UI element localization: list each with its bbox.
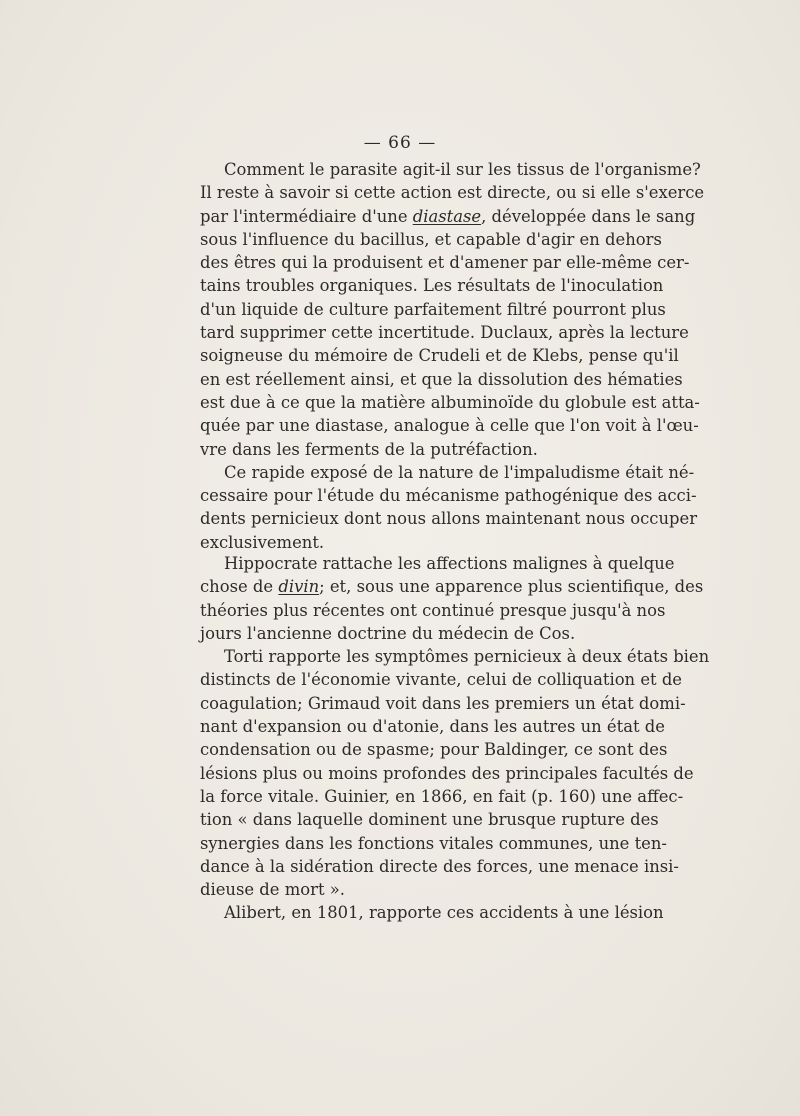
text-line: cessaire pour l'étude du mécanisme pathogénique des acci- (200, 486, 697, 506)
text-line: soigneuse du mémoire de Crudeli et de Klebs, pense qu'il (200, 346, 679, 366)
italic-term: diastase (412, 206, 482, 226)
text-line: vre dans les ferments de la putréfaction. (200, 439, 538, 459)
text-line: des êtres qui la produisent et d'amener par elle-même cer- (200, 253, 690, 273)
text-line: lésions plus ou moins profondes des principales facultés de (200, 763, 694, 783)
text-line: la force vitale. Guinier, en 1866, en fait (p. 160) une affec- (200, 786, 684, 806)
text-line: dents pernicieux dont nous allons maintenant nous occuper (200, 509, 698, 529)
italic-term: divin (278, 577, 320, 597)
text-line: en est réellement ainsi, et que la dissolution des hématies (200, 369, 683, 389)
text-line: distincts de l'économie vivante, celui de colliquation et de (200, 670, 683, 690)
text-line: coagulation; Grimaud voit dans les premiers un état domi- (200, 693, 686, 713)
text-line: exclusivement. (200, 532, 325, 552)
text-line: condensation ou de spasme; pour Baldinger, ce sont des (200, 740, 668, 760)
text-line: Alibert, en 1801, rapporte ces accidents à une lésion (224, 903, 664, 923)
text-line: est due à ce que la matière albuminoïde du globule est atta- (200, 392, 700, 412)
text-line: Comment le parasite agit-il sur les tissus de l'organisme? (224, 160, 701, 179)
text-line: nant d'expansion ou d'atonie, dans les autres un état de (200, 717, 665, 737)
text-line: tion « dans laquelle dominent une brusque rupture des (200, 810, 659, 830)
text-line: synergies dans les fonctions vitales communes, une ten- (200, 833, 667, 853)
text-block-lower (200, 552, 710, 925)
text-line: Il reste à savoir si cette action est directe, ou si elle s'exerce (200, 183, 705, 203)
text-line: d'un liquide de culture parfaitement filtré pourront plus (200, 299, 666, 319)
text-line: dance à la sidération directe des forces, une menace insi- (200, 856, 679, 876)
text-line: Torti rapporte les symptômes pernicieux à deux états bien (224, 647, 710, 667)
text-line: tains troubles organiques. Les résultats de l'inoculation (200, 276, 664, 296)
text-line: sous l'influence du bacillus, et capable d'agir en dehors (200, 229, 662, 249)
page-number: — 66 — (363, 133, 437, 153)
text-line: tard supprimer cette incertitude. Duclaux, après la lecture (200, 323, 689, 343)
text-line: chose de divin; et, sous une apparence plus scientifique, des (200, 577, 704, 597)
text-block-upper (200, 158, 705, 554)
text-line: Hippocrate rattache les affections malignes à quelque (224, 554, 675, 573)
text-line: théories plus récentes ont continué presque jusqu'à nos (200, 600, 666, 620)
text-line: jours l'ancienne doctrine du médecin de Cos. (200, 623, 576, 643)
text-line: par l'intermédiaire d'une diastase, développée dans le sang (200, 206, 696, 226)
text-line: quée par une diastase, analogue à celle que l'on voit à l'œu- (200, 416, 699, 436)
text-line: Ce rapide exposé de la nature de l'impaludisme était né- (224, 462, 695, 482)
text-line: dieuse de mort ». (200, 880, 345, 900)
